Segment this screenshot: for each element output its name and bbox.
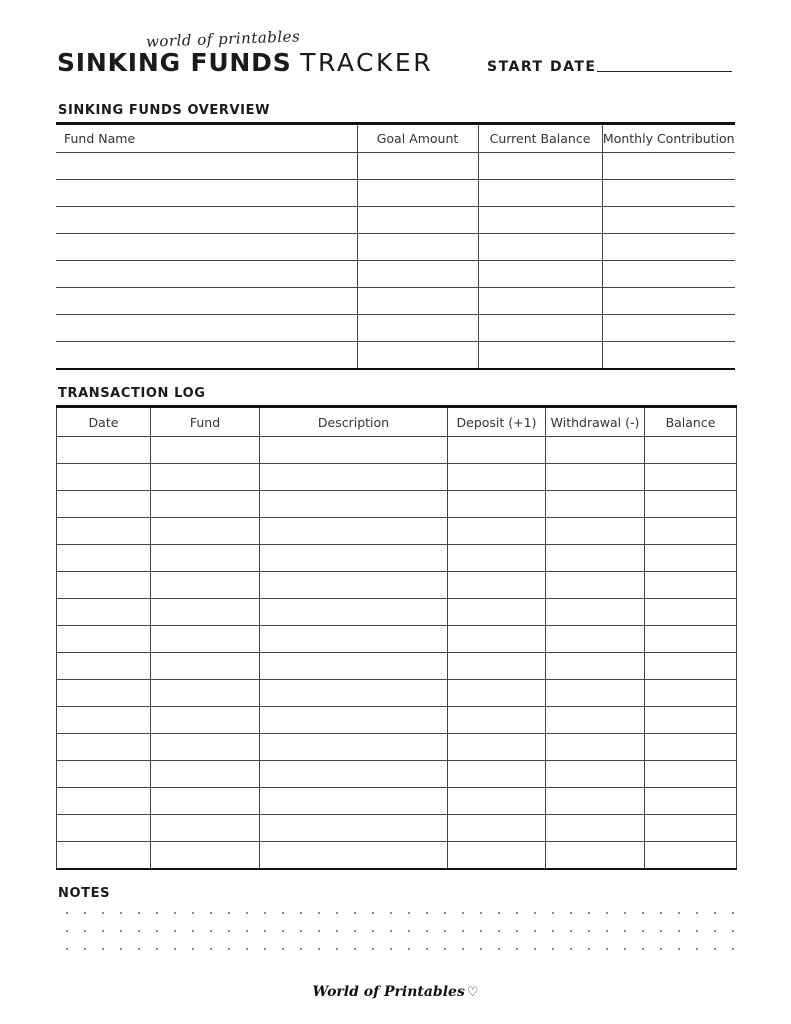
transaction-col-deposit: Deposit (+1) [448, 407, 546, 437]
transaction-row [57, 437, 737, 464]
overview-row-cell[interactable] [602, 315, 735, 342]
transaction-row-cell[interactable] [57, 788, 151, 815]
transaction-row-cell[interactable] [546, 653, 645, 680]
transaction-row-cell[interactable] [57, 464, 151, 491]
transaction-row-cell[interactable] [645, 815, 737, 842]
transaction-row-cell[interactable] [57, 518, 151, 545]
transaction-row-cell[interactable] [151, 518, 260, 545]
overview-row-cell[interactable] [56, 234, 357, 261]
transaction-row [57, 518, 737, 545]
overview-row-cell[interactable] [56, 261, 357, 288]
transaction-row-cell[interactable] [448, 545, 546, 572]
transaction-row-cell[interactable] [151, 815, 260, 842]
transaction-row-cell[interactable] [57, 815, 151, 842]
transaction-row-cell[interactable] [448, 788, 546, 815]
transaction-row-cell[interactable] [546, 464, 645, 491]
transaction-row-cell[interactable] [448, 680, 546, 707]
transaction-row-cell[interactable] [645, 599, 737, 626]
start-date-field[interactable] [597, 71, 732, 72]
transaction-row-cell[interactable] [645, 518, 737, 545]
transaction-row-cell[interactable] [645, 680, 737, 707]
transaction-row-cell[interactable] [151, 680, 260, 707]
transaction-row-cell[interactable] [546, 545, 645, 572]
transaction-row-cell[interactable] [546, 734, 645, 761]
transaction-row-cell[interactable] [260, 842, 448, 870]
transaction-row-cell[interactable] [645, 491, 737, 518]
notes-dotted-line[interactable] [58, 930, 738, 932]
overview-col-fund-name: Fund Name [56, 124, 357, 153]
overview-row-cell[interactable] [357, 207, 478, 234]
transaction-row-cell[interactable] [645, 734, 737, 761]
overview-row-cell[interactable] [56, 288, 357, 315]
transaction-row-cell[interactable] [260, 707, 448, 734]
transaction-row-cell[interactable] [546, 815, 645, 842]
footer-logo-text: World of Printables [312, 984, 465, 1000]
transaction-row-cell[interactable] [260, 545, 448, 572]
transaction-row [57, 707, 737, 734]
transaction-row-cell[interactable] [57, 680, 151, 707]
transaction-row [57, 680, 737, 707]
transaction-col-balance: Balance [645, 407, 737, 437]
transaction-row-cell[interactable] [645, 545, 737, 572]
overview-row-cell[interactable] [357, 153, 478, 180]
transaction-row-cell[interactable] [448, 626, 546, 653]
transaction-row-cell[interactable] [57, 653, 151, 680]
transaction-table [56, 405, 737, 870]
transaction-row-cell[interactable] [448, 707, 546, 734]
transaction-row-cell[interactable] [151, 572, 260, 599]
transaction-row-cell[interactable] [546, 761, 645, 788]
transaction-row-cell[interactable] [448, 491, 546, 518]
overview-row [56, 153, 735, 180]
overview-row-cell[interactable] [602, 261, 735, 288]
overview-row-cell[interactable] [56, 207, 357, 234]
transaction-row-cell[interactable] [57, 761, 151, 788]
transaction-row-cell[interactable] [448, 842, 546, 870]
overview-row-cell[interactable] [602, 288, 735, 315]
transaction-row-cell[interactable] [645, 464, 737, 491]
overview-col-monthly-contribution: Monthly Contribution [602, 124, 735, 153]
overview-row-cell[interactable] [357, 342, 478, 370]
transaction-col-withdrawal: Withdrawal (-) [546, 407, 645, 437]
transaction-row [57, 545, 737, 572]
transaction-row-cell[interactable] [546, 437, 645, 464]
transaction-row-cell[interactable] [645, 653, 737, 680]
transaction-row-cell[interactable] [260, 815, 448, 842]
overview-row-cell[interactable] [478, 288, 602, 315]
transaction-row-cell[interactable] [546, 599, 645, 626]
overview-row-cell[interactable] [357, 261, 478, 288]
page-title [57, 48, 433, 77]
transaction-row [57, 734, 737, 761]
transaction-row-cell[interactable] [645, 572, 737, 599]
transaction-row [57, 788, 737, 815]
transaction-col-date: Date [57, 407, 151, 437]
transaction-row-cell[interactable] [645, 437, 737, 464]
start-date-label: START DATE [487, 59, 597, 75]
overview-col-goal-amount: Goal Amount [357, 124, 478, 153]
overview-row-cell[interactable] [357, 180, 478, 207]
overview-row-cell[interactable] [56, 315, 357, 342]
transaction-row-cell[interactable] [546, 518, 645, 545]
transaction-row-cell[interactable] [57, 599, 151, 626]
transaction-row [57, 815, 737, 842]
transaction-row-cell[interactable] [151, 464, 260, 491]
transaction-row-cell[interactable] [546, 680, 645, 707]
transaction-row-cell[interactable] [260, 734, 448, 761]
transaction-row-cell[interactable] [57, 545, 151, 572]
overview-row-cell[interactable] [478, 261, 602, 288]
transaction-row-cell[interactable] [645, 842, 737, 870]
transaction-row-cell[interactable] [151, 842, 260, 870]
overview-row-cell[interactable] [478, 315, 602, 342]
transaction-row-cell[interactable] [645, 761, 737, 788]
overview-row-cell[interactable] [602, 153, 735, 180]
transaction-row [57, 464, 737, 491]
transaction-row-cell[interactable] [260, 572, 448, 599]
overview-row-cell[interactable] [56, 342, 357, 370]
transaction-row-cell[interactable] [645, 707, 737, 734]
overview-row-cell[interactable] [602, 180, 735, 207]
transaction-row-cell[interactable] [546, 491, 645, 518]
transaction-row-cell[interactable] [57, 572, 151, 599]
transaction-row-cell[interactable] [448, 518, 546, 545]
overview-row-cell[interactable] [478, 180, 602, 207]
transaction-row-cell[interactable] [151, 707, 260, 734]
transaction-row-cell[interactable] [57, 707, 151, 734]
transaction-row-cell[interactable] [151, 626, 260, 653]
transaction-row [57, 653, 737, 680]
transaction-row-cell[interactable] [260, 788, 448, 815]
transaction-row-cell[interactable] [151, 599, 260, 626]
transaction-row-cell[interactable] [546, 572, 645, 599]
overview-row [56, 180, 735, 207]
transaction-row-cell[interactable] [151, 788, 260, 815]
overview-row [56, 342, 735, 370]
transaction-row-cell[interactable] [448, 815, 546, 842]
brand-script-logo: world of printables [145, 27, 301, 51]
transaction-row-cell[interactable] [151, 653, 260, 680]
transaction-row-cell[interactable] [151, 437, 260, 464]
transaction-row-cell[interactable] [151, 491, 260, 518]
transaction-row-cell[interactable] [546, 707, 645, 734]
overview-row-cell[interactable] [478, 234, 602, 261]
overview-row-cell[interactable] [602, 342, 735, 370]
transaction-row-cell[interactable] [546, 842, 645, 870]
overview-row-cell[interactable] [357, 315, 478, 342]
transaction-row-cell[interactable] [645, 626, 737, 653]
transaction-row [57, 599, 737, 626]
transaction-row-cell[interactable] [57, 491, 151, 518]
transaction-row-cell[interactable] [57, 842, 151, 870]
overview-row-cell[interactable] [357, 288, 478, 315]
overview-row-cell[interactable] [602, 207, 735, 234]
transaction-row-cell[interactable] [260, 761, 448, 788]
overview-row-cell[interactable] [56, 153, 357, 180]
transaction-row-cell[interactable] [546, 788, 645, 815]
footer-logo [0, 984, 791, 1000]
transaction-row-cell[interactable] [448, 572, 546, 599]
transaction-row-cell[interactable] [57, 734, 151, 761]
transaction-row [57, 572, 737, 599]
overview-section-title: SINKING FUNDS OVERVIEW [58, 103, 271, 118]
transaction-row-cell[interactable] [260, 599, 448, 626]
transaction-row-cell[interactable] [448, 437, 546, 464]
transaction-row-cell[interactable] [260, 653, 448, 680]
transaction-row-cell[interactable] [260, 464, 448, 491]
transaction-row [57, 626, 737, 653]
heart-icon: ♡ [466, 985, 479, 1000]
overview-table [56, 122, 735, 370]
overview-row [56, 261, 735, 288]
overview-row-cell[interactable] [602, 234, 735, 261]
transaction-row [57, 842, 737, 870]
transaction-row-cell[interactable] [260, 626, 448, 653]
overview-row-cell[interactable] [357, 234, 478, 261]
overview-row-cell[interactable] [478, 207, 602, 234]
overview-row-cell[interactable] [56, 180, 357, 207]
overview-row-cell[interactable] [478, 153, 602, 180]
page-title-bold: SINKING FUNDS [57, 48, 292, 77]
transaction-header-row [57, 407, 737, 437]
transaction-row-cell[interactable] [151, 761, 260, 788]
overview-row [56, 315, 735, 342]
transaction-row-cell[interactable] [546, 626, 645, 653]
overview-row-cell[interactable] [478, 342, 602, 370]
transaction-row-cell[interactable] [645, 788, 737, 815]
transaction-row-cell[interactable] [57, 626, 151, 653]
transaction-row-cell[interactable] [448, 734, 546, 761]
transaction-row-cell[interactable] [151, 545, 260, 572]
transaction-section-title: TRANSACTION LOG [58, 386, 206, 401]
transaction-row [57, 761, 737, 788]
transaction-row-cell[interactable] [57, 437, 151, 464]
transaction-row-cell[interactable] [448, 599, 546, 626]
transaction-col-fund: Fund [151, 407, 260, 437]
page-title-light: TRACKER [300, 48, 434, 77]
overview-col-current-balance: Current Balance [478, 124, 602, 153]
transaction-row-cell[interactable] [448, 464, 546, 491]
notes-section-title: NOTES [58, 886, 111, 901]
transaction-col-description: Description [260, 407, 448, 437]
overview-row [56, 234, 735, 261]
transaction-row-cell[interactable] [260, 518, 448, 545]
notes-dotted-line[interactable] [58, 912, 738, 914]
transaction-row-cell[interactable] [448, 761, 546, 788]
overview-row [56, 288, 735, 315]
transaction-row-cell[interactable] [260, 491, 448, 518]
transaction-row-cell[interactable] [260, 437, 448, 464]
notes-dotted-line[interactable] [58, 948, 738, 950]
transaction-row-cell[interactable] [260, 680, 448, 707]
overview-row [56, 207, 735, 234]
overview-header-row [56, 124, 735, 153]
transaction-row-cell[interactable] [151, 734, 260, 761]
transaction-row [57, 491, 737, 518]
transaction-row-cell[interactable] [448, 653, 546, 680]
